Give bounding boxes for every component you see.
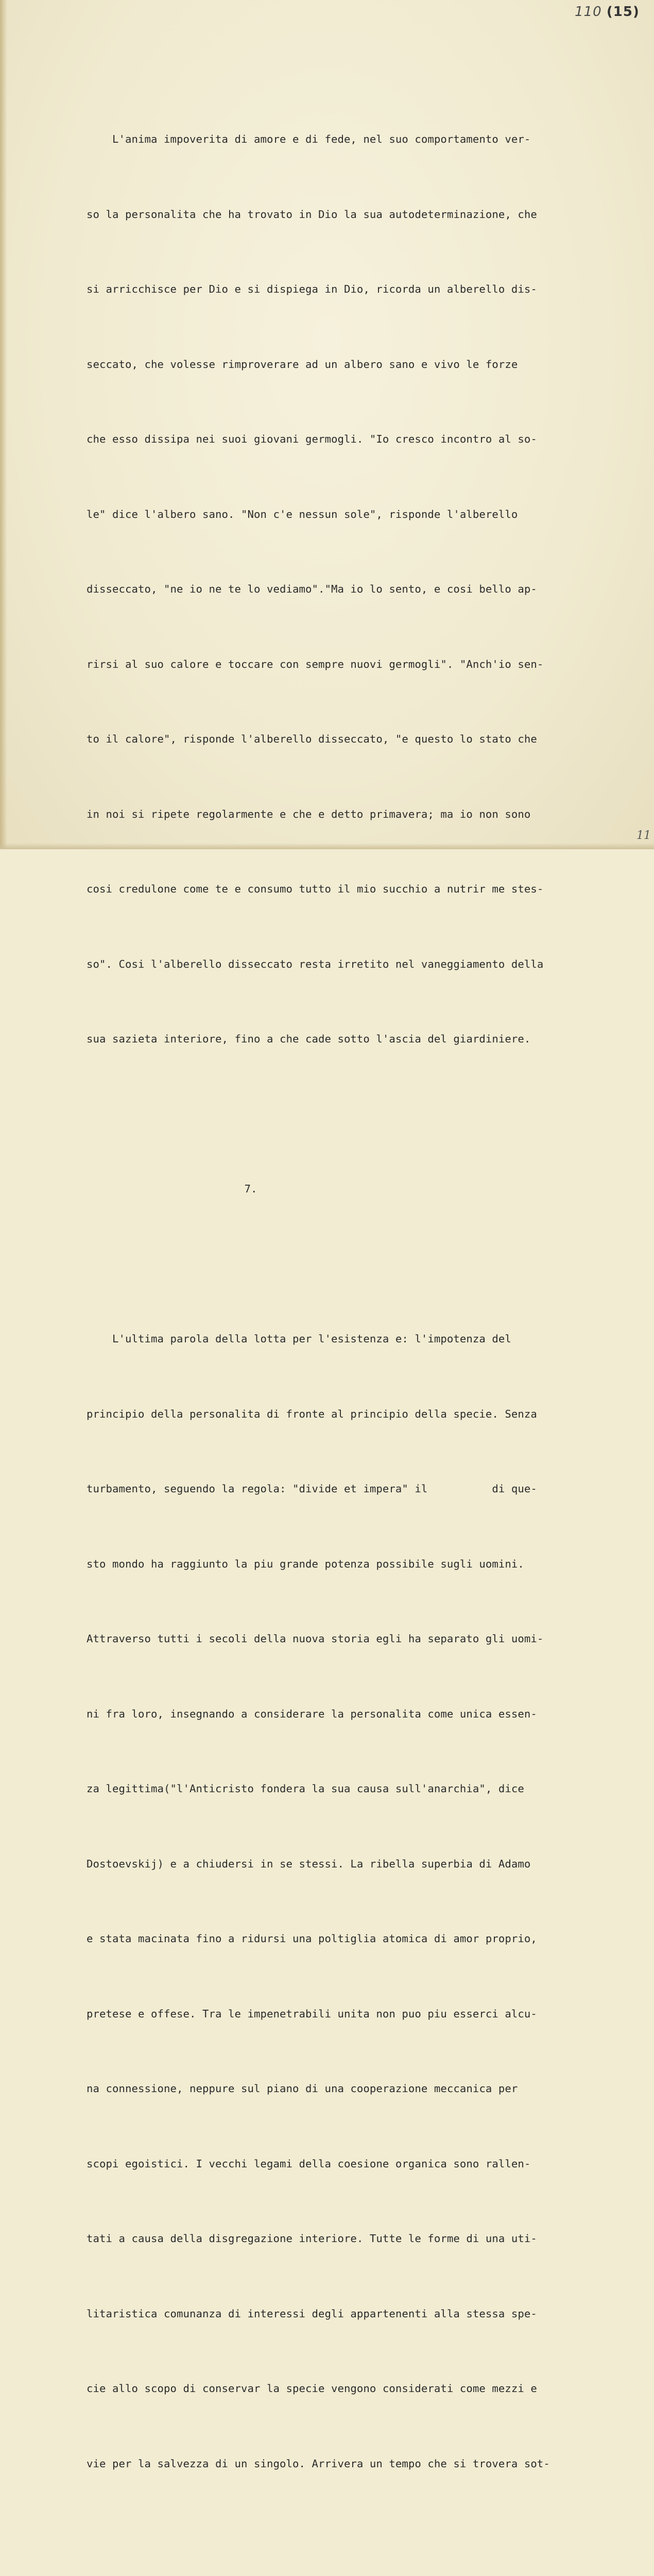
text-line: disseccato, "ne io ne te lo vediamo"."Ma io lo sento, e cosi bello ap-: [87, 583, 537, 595]
text-line: vie per la salvezza di un singolo. Arrivera un tempo che si trovera sot-: [87, 2457, 550, 2470]
text-line: rirsi al suo calore e toccare con sempre nuovi germogli". "Anch'io sen-: [87, 658, 544, 670]
text-line: tati a causa della disgregazione interiore. Tutte le forme di una uti-: [87, 2232, 537, 2245]
text-line: so la personalita che ha trovato in Dio la sua autodeterminazione, che: [87, 208, 537, 221]
section-heading: 7.: [244, 1183, 257, 1195]
text-line: si arricchisce per Dio e si dispiega in Dio, ricorda un alberello dis-: [87, 283, 537, 295]
text-line: sua sazieta interiore, fino a che cade sotto l'ascia del giardiniere.: [87, 1033, 531, 1045]
text-line: so". Cosi l'alberello disseccato resta irretito nel vaneggiamento della: [87, 957, 544, 970]
text-line: cosi credulone come te e consumo tutto il mio succhio a nutrir me stes-: [87, 883, 544, 895]
handwritten-page-number: 110: [575, 4, 602, 20]
text-line: scopi egoistici. I vecchi legami della coesione organica sono rallen-: [87, 2157, 531, 2170]
text-line: na connessione, neppure sul piano di una cooperazione meccanica per: [87, 2082, 518, 2095]
paper-edge-left: [0, 0, 7, 849]
text-line: cie allo scopo di conservar la specie vengono considerati come mezzi e: [87, 2382, 537, 2395]
paragraph-1: [87, 77, 642, 1102]
text-line: ni fra loro, insegnando a considerare la personalita come unica essen-: [87, 1707, 537, 1720]
text-line: Attraverso tutti i secoli della nuova storia egli ha separato gli uomi-: [87, 1632, 544, 1645]
text-line: turbamento, seguendo la regola: "divide et impera" il di que-: [87, 1483, 537, 1495]
text-line: L'anima impoverita di amore e di fede, nel suo comportamento ver-: [87, 133, 531, 145]
paragraph-2: [87, 1276, 642, 2526]
corner-handwritten-mark: 11: [636, 829, 651, 842]
text-line: in noi si ripete regolarmente e che e detto primavera; ma io non sono: [87, 807, 531, 820]
text-line: pretese e offese. Tra le impenetrabili unita non puo piu esserci alcu-: [87, 2007, 537, 2020]
text-line: che esso dissipa nei suoi giovani germogli. "Io cresco incontro al so-: [87, 433, 537, 445]
text-line: to il calore", risponde l'alberello disseccato, "e questo lo stato che: [87, 733, 537, 745]
text-line: L'ultima parola della lotta per l'esistenza e: l'impotenza del: [87, 1333, 511, 1345]
text-line: za legittima("l'Anticristo fondera la sua causa sull'anarchia", dice: [87, 1782, 524, 1795]
typescript-body: [87, 27, 642, 2576]
text-line: e stata macinata fino a ridursi una poltiglia atomica di amor proprio,: [87, 1932, 537, 1945]
text-line: seccato, che volesse rimproverare ad un albero sano e vivo le forze: [87, 358, 518, 371]
text-line: litaristica comunanza di interessi degli appartenenti alla stessa spe-: [87, 2307, 537, 2320]
text-line: Dostoevskij) e a chiudersi in se stessi. La ribella superbia di Adamo: [87, 1857, 531, 1870]
text-line: principio della personalita di fronte al principio della specie. Senza: [87, 1407, 537, 1420]
text-line: sto mondo ha raggiunto la piu grande potenza possibile sugli uomini.: [87, 1557, 524, 1570]
typed-page-number: (15): [606, 4, 640, 20]
text-line: le" dice l'albero sano. "Non c'e nessun sole", risponde l'alberello: [87, 508, 518, 520]
page-number: [575, 4, 640, 20]
